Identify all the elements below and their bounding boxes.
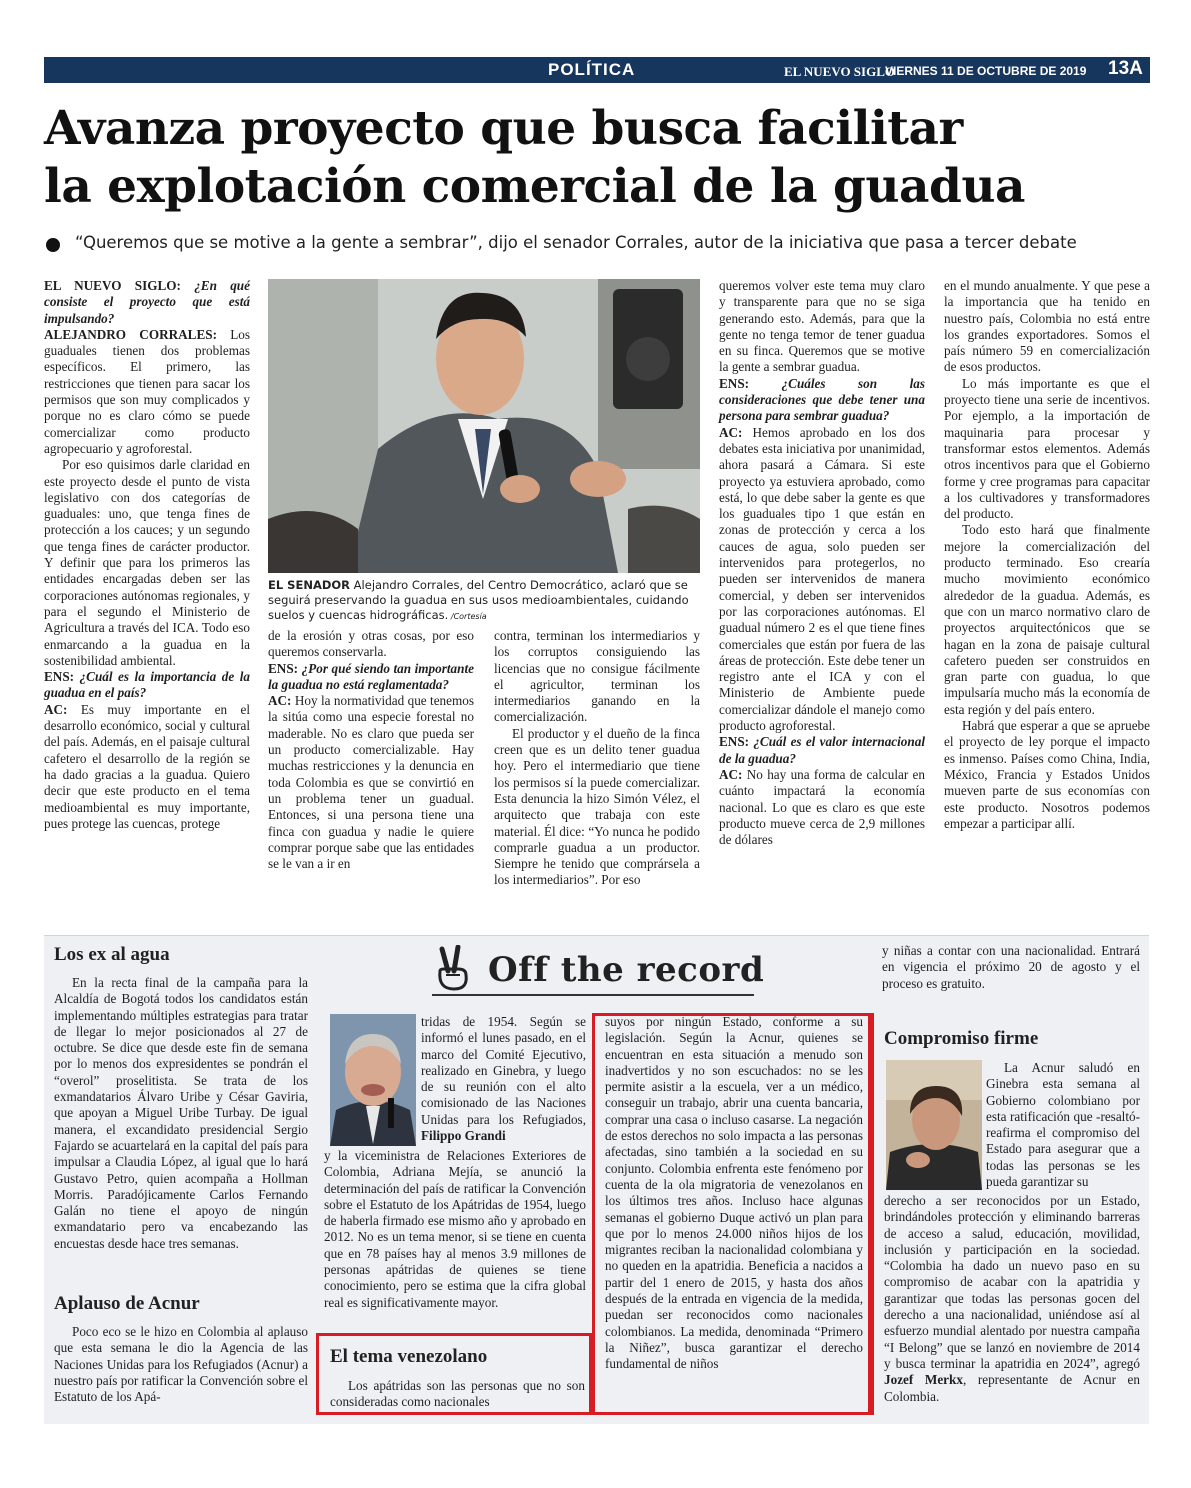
off-the-record-title: Off the record <box>488 950 765 990</box>
paragraph: suyos por ningún Estado, conforme a su legislación. Según la Acnur, quienes se encuentran en esta situación a menudo son inadvertidos y no son escuchados: no se les permite asistir a la escuela, ver a un médico, conseguir un trabajo, abrir una cuenta bancaria, comprar una casa o incluso casarse. La negación de estos derechos no solo impacta a las personas afectadas, sino también a la sociedad en su conjunto. Colombia enfrenta este fenómeno por cuenta de la ola migratoria de venezolanos en los últimos tres años. Incluso hace algunas semanas el gobierno Duque activó un plan para que por lo menos 24.000 niños hijos de los migrantes reciban la nacionalidad colombiana y no queden en la apatridia. Beneficia a nacidos a partir del 1 enero de 2015, y hasta dos años después de la entrada en vigencia de la medida, puedan ser reconocidos como nacionales colombianos. La medida, denominada “Primero la Niñez”, busca garantizar el derecho fundamental de niños <box>605 1014 863 1372</box>
article-column-2 <box>268 628 474 872</box>
article-subhead: “Queremos que se motive a la gente a sembrar”, dijo el senador Corrales, autor de la iniciativa que pasa a tercer debate <box>75 233 1077 252</box>
photo-caption <box>268 578 700 624</box>
caption-text: Alejandro Corrales, del Centro Democrático, aclaró que se seguirá preservando la guadua en sus usos medioambientales, cuidando suelos y cuencas hidrográficas. <box>268 578 689 622</box>
question-speaker: ENS: <box>268 660 299 676</box>
answer-speaker: AC: <box>719 766 743 782</box>
question-text: ¿Cuál es la importancia de la guadua en el país? <box>44 669 250 701</box>
el-tema-venezolano-heading: El tema venezolano <box>330 1346 488 1367</box>
section-name: POLÍTICA <box>548 60 636 79</box>
compromiso-left-rule <box>871 1013 875 1415</box>
question-text: ¿Por qué siendo tan importante la guadua no está reglamentada? <box>268 660 474 692</box>
right-top-text <box>882 943 1140 992</box>
merkx-portrait-illustration <box>886 1060 982 1190</box>
paragraph: y niñas a contar con una nacionalidad. Entrará en vigencia el próximo 20 de agosto y el proceso es gratuito. <box>882 943 1140 991</box>
answer-speaker: AC: <box>268 693 292 709</box>
headline-line-1: Avanza proyecto que busca facilitar <box>44 101 963 156</box>
person-name: Filippo Grandi <box>421 1128 506 1144</box>
paragraph: Poco eco se le hizo en Colombia al aplauso que esta semana le dio la Agencia de las Naciones Unidas para los Refugiados (Acnur) a nuestro país por ratificar la Convención sobre el Estatuto de los Apá- <box>54 1324 308 1405</box>
title-rule <box>432 994 754 996</box>
compromiso-text-below-photo <box>884 1193 1140 1405</box>
paragraph: El productor y el dueño de la finca creen que es un delito tener guadua hoy. Pero el intermediario que tiene los permisos sí la puede comercializar. Esta denuncia la hizo Simón Vélez, el arquitecto que trabaja con este material. Él dice: “Yo nunca he podido comprarle guadua a un productor. Siempre he tenido que comprársela a los intermediarios”. Por eso <box>494 725 700 888</box>
paragraph: en el mundo anualmente. Y que pese a la importancia que ha tenido en nuestro país, Colombia no está entre los grandes exportadores. Somos el país número 59 en comercialización de esos productos. <box>944 278 1150 375</box>
los-ex-al-agua-heading: Los ex al agua <box>54 944 170 965</box>
aplauso-de-acnur-heading: Aplauso de Acnur <box>54 1293 200 1314</box>
photo-credit: /Cortesía <box>448 612 487 621</box>
paragraph: contra, terminan los intermediarios y los corruptos consiguiendo las licencias que no consigue fácilmente el agricultor, terminan los intermediarios ganando en la comercialización. <box>494 628 700 725</box>
answer-speaker: ALEJANDRO CORRALES: <box>44 326 217 342</box>
issue-date: VIERNES 11 DE OCTUBRE DE 2019 <box>885 64 1087 78</box>
paragraph: queremos volver este tema muy claro y transparente para que no se siga generando esto. Además, para que la gente no tenga temor de tener guadua en su finca. Queremos que se motive la gente a sembrar guadua. <box>719 278 925 375</box>
article-column-4 <box>719 278 925 848</box>
article-headline <box>44 100 1154 216</box>
jozef-merkx-photo <box>886 1060 982 1190</box>
question-speaker: EL NUEVO SIGLO: <box>44 278 181 293</box>
paragraph: La Acnur saludó en Ginebra esta semana al Gobierno colombiano por esta ratificación que -resaltó- reafirma el compromiso del Estado para asegurar que a todas las personas se les pueda garantizar su <box>986 1060 1140 1190</box>
question-speaker: ENS: <box>719 734 750 750</box>
newspaper-name: EL NUEVO SIGLO <box>784 64 895 79</box>
article-column-3 <box>494 628 700 889</box>
answer-speaker: AC: <box>719 424 743 440</box>
compromiso-text-beside-photo <box>986 1060 1140 1190</box>
paragraph: de la erosión y otras cosas, por eso queremos conservarla. <box>268 628 474 660</box>
question-text: ¿Cuál es el valor internacional de la guadua? <box>719 734 925 766</box>
grandi-text-below-photo <box>324 1148 586 1311</box>
headline-line-2: la explotación comercial de la guadua <box>44 159 1025 214</box>
los-ex-al-agua-text <box>54 975 308 1252</box>
answer-text: Hemos aprobado en los dos debates esta iniciativa por unanimidad, ahora pasará a Cámara. Si este proyecto ya estuviera aprobado, como está, lo que debe saber la gente es que los guaduales tipo 1 que están en zonas de protección y cerca a los cauces de agua, solo pueden ser intervenidos para protegerlos, no pueden ser intervenidos de manera comercial, y deben ser intervenidos por las corporaciones autónomas. El guadual número 2 es el que tiene fines comerciales que están por fuera de las áreas de protección. Este debe tener un registro ante el ICA y con el Ministerio de Ambiente puede comercializar dándole el manejo como producto agroforestal. <box>719 424 925 734</box>
article-column-5 <box>944 278 1150 832</box>
paragraph: Por eso quisimos darle claridad en este proyecto desde el punto de vista legislativo con dos categorías de guaduales: uno, que tenga fines de protección a los cauces; y un segundo que tenga fines de carácter productor. Y definir que para los primeros las entidades encargadas deben ser las corporaciones autónomas regionales, y para el segundo el Ministerio de Agricultura a través del ICA. Todo eso enmarcando a la guadua en la sostenibilidad ambiental. <box>44 457 250 668</box>
person-name: Jozef Merkx <box>884 1372 963 1388</box>
paragraph: Todo esto hará que finalmente mejore la comercialización del producto terminado. Eso crearía mucho movimiento económico alrededor de la guadua. Además, es que con un marco normativo claro de proyectos arquitectónicos que se hagan en la zona de paisaje cultural cafetero pueden ser construidos en gran parte con guadua, lo que impulsaría mucho más la economía de esta región y del país entero. <box>944 522 1150 717</box>
question-text: ¿En qué consiste el proyecto que está impulsando? <box>44 278 250 326</box>
grandi-portrait-illustration <box>330 1014 416 1146</box>
paragraph: y la viceministra de Relaciones Exteriores de Colombia, Adriana Mejía, se anunció la determinación del país de ratificar la Convención sobre el Estatuto de los Apátridas de 1954, luego de haberla firmado ese mismo año y aprobado en 2012. No es un tema menor, si se tiene en cuenta que en 78 países hay al menos 3.9 millones de personas apátridas de quienes se tiene conocimiento, pero se estima que la cifra global real es significativamente mayor. <box>324 1148 586 1310</box>
el-tema-venezolano-text <box>330 1378 585 1411</box>
question-speaker: ENS: <box>44 669 75 685</box>
article-column-1 <box>44 278 250 832</box>
answer-text: Los guaduales tienen dos problemas específicos. El primero, las restricciones que tienen para sacar los permisos que son muy complicados y porque no es claro cómo se puede comercializar como producto agropecuario y agroforestal. <box>44 326 251 456</box>
question-text: ¿Cuáles son las consideraciones que debe tener una persona para sembrar guadua? <box>719 375 925 424</box>
paragraph: Habrá que esperar a que se apruebe el proyecto de ley porque el impacto es inmenso. Países como China, India, México, Francia y Estados Unidos mueven parte de sus economías con este producto. Nosotros podemos empezar a participar allí. <box>944 718 1150 831</box>
page-number: 13A <box>1108 58 1143 79</box>
answer-text: No hay una forma de calcular en cuánto impactará la economía nacional. Lo que es claro es que este producto mueve cerca de 2,9 millones de dólares <box>719 766 925 848</box>
filippo-grandi-photo <box>330 1014 416 1146</box>
compromiso-firme-heading: Compromiso firme <box>884 1028 1039 1049</box>
caption-lead: EL SENADOR <box>268 578 351 592</box>
paragraph: tridas de 1954. Según se informó el lunes pasado, en el marco del Comité Ejecutivo, realizado en Ginebra, y luego de su reunión con el alto comisionado de las Naciones Unidas para los Refugiados, <box>421 1014 586 1127</box>
senator-photo-illustration <box>268 279 700 573</box>
question-speaker: ENS: <box>719 375 750 391</box>
paragraph: derecho a ser reconocidos por un Estado, brindándoles protección y eliminando barreras de acceso a salud, educación, movilidad, inclusión y participación en la sociedad. “Colombia ha dado un nuevo paso en su compromiso de acabar con la apatridia y garantizar que todas las personas gocen del derecho a una nacionalidad, uniéndose así al esfuerzo mundial alentado por nuestra campaña “I Belong” que se lanzó en noviembre de 2014 y busca terminar la apatridia en 2024”, agregó <box>884 1193 1140 1371</box>
paragraph: En la recta final de la campaña para la Alcaldía de Bogotá todos los candidatos están implementando múltiples estrategias para tratar de llegar lo mejor posicionados al 27 de octubre. Se dice que desde este fin de semana por lo menos dos expresidentes se pondrán el “overol” proselitista. Se trata de los exmandatarios Álvaro Uribe y César Gaviria, que apoyan a Miguel Uribe Turbay. De igual manera, el excandidato presidencial Sergio Fajardo se acuartelará en la capital del país para impulsar a Claudia López, al igual que lo hará Gustavo Petro, quien acompaña a Hollman Morris. Paradójicamente Carlos Fernando Galán no tiene el apoyo de ningún exmandatario pero va encabezando las encuestas desde hace tres semanas. <box>54 975 308 1251</box>
answer-text: Es muy importante en el desarrollo económico, social y cultural del país. Además, en el paisaje cultural cafetero el desarrollo de la región se ha dado gracias a la guadua. Quiero decir que este producto en el tema medioambiental es muy importante, pues protege las cuencas, protege <box>44 701 250 831</box>
senator-photo <box>268 279 700 573</box>
paragraph: Los apátridas son las personas que no son consideradas como nacionales <box>330 1378 585 1410</box>
grandi-text-beside-photo <box>421 1014 586 1144</box>
center-column-text <box>605 1014 863 1373</box>
aplauso-de-acnur-text <box>54 1324 308 1405</box>
victory-hand-icon <box>428 945 476 991</box>
answer-text: Hoy la normatividad que tenemos la sitúa como una especie forestal no maderable. No es claro que pueda ser un producto comercializable. Hay muchas restricciones y la denuncia en toda Colombia es que se convirtió en un problema tener un guadual. Entonces, si una persona tiene una finca con guadua y nadie le quiere comprar porque sabe que las entidades se le van a ir en <box>268 693 474 872</box>
subhead-bullet-icon <box>46 238 60 252</box>
paragraph: Lo más importante es que el proyecto tiene una serie de incentivos. Por ejemplo, a la importación de maquinaria para procesar y transformar estos elementos. Además otros incentivos para que el Gobierno forme y cree programas para capacitar a los cultivadores y transformadores del producto. <box>944 375 1150 522</box>
answer-speaker: AC: <box>44 701 68 717</box>
paragraph-end: , representante de Acnur en Colombia. <box>884 1372 1140 1404</box>
